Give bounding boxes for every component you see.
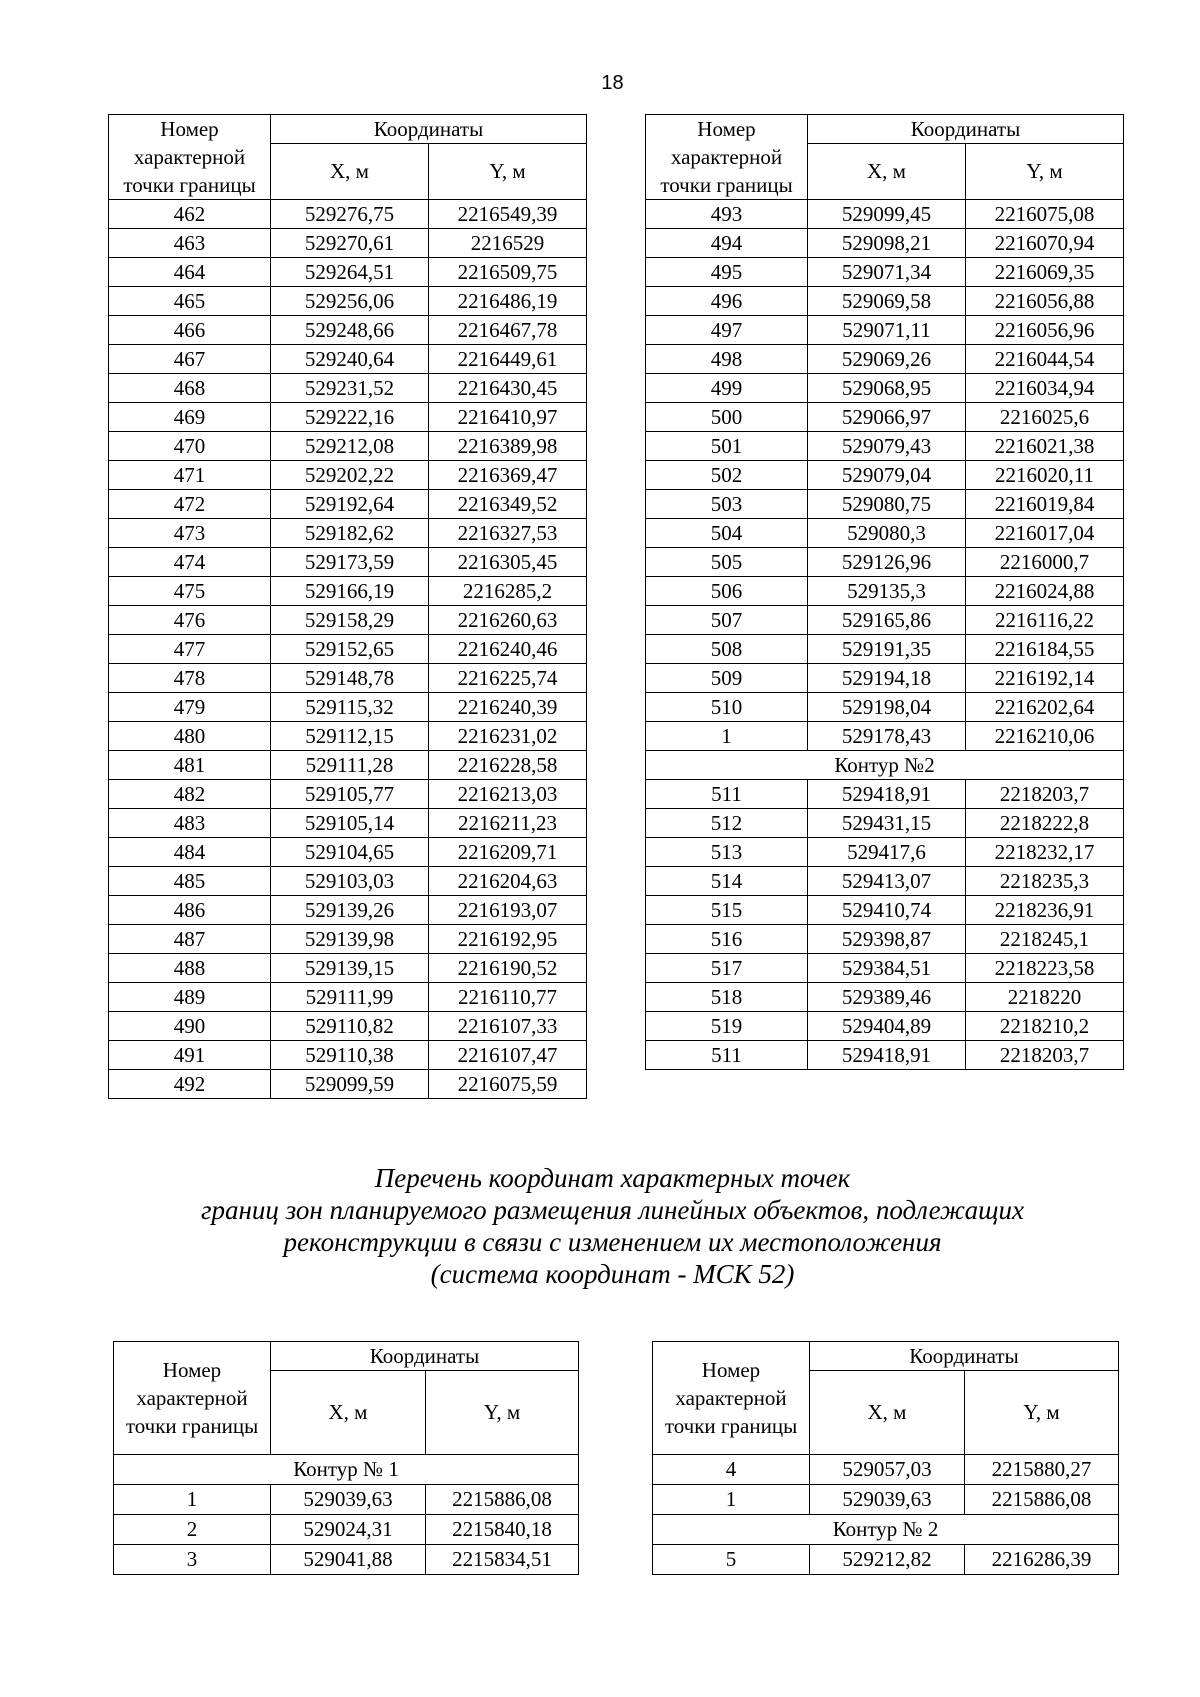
x-coordinate-cell: 529418,91 [808, 780, 966, 809]
x-coordinate-cell: 529105,77 [271, 780, 429, 809]
header-coordinates: Координаты [271, 115, 587, 144]
x-coordinate-cell: 529069,58 [808, 287, 966, 316]
point-number-cell: 484 [109, 838, 271, 867]
y-coordinate-cell: 2218235,3 [966, 867, 1124, 896]
table-row [653, 1455, 1119, 1485]
point-number-cell: 474 [109, 548, 271, 577]
y-coordinate-cell: 2216389,98 [429, 432, 587, 461]
x-coordinate-cell: 529111,99 [271, 983, 429, 1012]
x-coordinate-cell: 529270,61 [271, 229, 429, 258]
x-coordinate-cell: 529248,66 [271, 316, 429, 345]
x-coordinate-cell: 529103,03 [271, 867, 429, 896]
x-coordinate-cell: 529198,04 [808, 693, 966, 722]
x-coordinate-cell: 529139,98 [271, 925, 429, 954]
y-coordinate-cell: 2216056,96 [966, 316, 1124, 345]
y-coordinate-cell: 2216192,14 [966, 664, 1124, 693]
table-row [653, 1545, 1119, 1575]
y-coordinate-cell: 2216190,52 [429, 954, 587, 983]
point-number-cell: 506 [646, 577, 808, 606]
table-row [109, 838, 587, 867]
y-coordinate-cell: 2216192,95 [429, 925, 587, 954]
table-row [109, 200, 587, 229]
x-coordinate-cell: 529039,63 [271, 1485, 426, 1515]
y-coordinate-cell: 2216202,64 [966, 693, 1124, 722]
y-coordinate-cell: 2216000,7 [966, 548, 1124, 577]
coordinates-table-bottom-left [113, 1341, 579, 1575]
y-coordinate-cell: 2216107,33 [429, 1012, 587, 1041]
table-row [109, 606, 587, 635]
table-row [114, 1545, 579, 1575]
point-number-cell: 494 [646, 229, 808, 258]
x-coordinate-cell: 529099,45 [808, 200, 966, 229]
y-coordinate-cell: 2216286,39 [965, 1545, 1119, 1575]
table-row [646, 896, 1124, 925]
x-coordinate-cell: 529178,43 [808, 722, 966, 751]
point-number-cell: 4 [653, 1455, 810, 1485]
y-coordinate-cell: 2216204,63 [429, 867, 587, 896]
x-coordinate-cell: 529139,15 [271, 954, 429, 983]
table-row [109, 664, 587, 693]
x-coordinate-cell: 529398,87 [808, 925, 966, 954]
table-row [109, 461, 587, 490]
point-number-cell: 503 [646, 490, 808, 519]
point-number-cell: 495 [646, 258, 808, 287]
y-coordinate-cell: 2216430,45 [429, 374, 587, 403]
point-number-cell: 464 [109, 258, 271, 287]
contour-label: Контур № 1 [114, 1455, 579, 1485]
x-coordinate-cell: 529431,15 [808, 809, 966, 838]
header-coordinates: Координаты [271, 1342, 579, 1371]
header-x: X, м [271, 144, 429, 200]
y-coordinate-cell: 2216213,03 [429, 780, 587, 809]
point-number-cell: 471 [109, 461, 271, 490]
table-row [109, 548, 587, 577]
header-x: X, м [271, 1371, 426, 1455]
section-title-line: реконструкции в связи с изменением их местоположения [283, 1227, 942, 1257]
point-number-cell: 492 [109, 1070, 271, 1099]
point-number-cell: 463 [109, 229, 271, 258]
point-number-cell: 501 [646, 432, 808, 461]
point-number-cell: 473 [109, 519, 271, 548]
point-number-cell: 472 [109, 490, 271, 519]
x-coordinate-cell: 529039,63 [810, 1485, 965, 1515]
x-coordinate-cell: 529112,15 [271, 722, 429, 751]
point-number-cell: 469 [109, 403, 271, 432]
y-coordinate-cell: 2218220 [966, 983, 1124, 1012]
y-coordinate-cell: 2215880,27 [965, 1455, 1119, 1485]
y-coordinate-cell: 2218245,1 [966, 925, 1124, 954]
table-row [646, 1012, 1124, 1041]
x-coordinate-cell: 529404,89 [808, 1012, 966, 1041]
table-row [646, 258, 1124, 287]
table-row [646, 606, 1124, 635]
contour-label: Контур № 2 [653, 1515, 1119, 1545]
x-coordinate-cell: 529417,6 [808, 838, 966, 867]
y-coordinate-cell: 2216231,02 [429, 722, 587, 751]
x-coordinate-cell: 529202,22 [271, 461, 429, 490]
y-coordinate-cell: 2216110,77 [429, 983, 587, 1012]
y-coordinate-cell: 2216025,6 [966, 403, 1124, 432]
point-number-cell: 491 [109, 1041, 271, 1070]
x-coordinate-cell: 529104,65 [271, 838, 429, 867]
y-coordinate-cell: 2216075,59 [429, 1070, 587, 1099]
y-coordinate-cell: 2216225,74 [429, 664, 587, 693]
x-coordinate-cell: 529098,21 [808, 229, 966, 258]
y-coordinate-cell: 2216486,19 [429, 287, 587, 316]
table-row [646, 635, 1124, 664]
x-coordinate-cell: 529079,43 [808, 432, 966, 461]
x-coordinate-cell: 529135,3 [808, 577, 966, 606]
y-coordinate-cell: 2216017,04 [966, 519, 1124, 548]
x-coordinate-cell: 529264,51 [271, 258, 429, 287]
point-number-cell: 505 [646, 548, 808, 577]
y-coordinate-cell: 2216044,54 [966, 345, 1124, 374]
x-coordinate-cell: 529192,64 [271, 490, 429, 519]
point-number-cell: 477 [109, 635, 271, 664]
y-coordinate-cell: 2216069,35 [966, 258, 1124, 287]
table-row [646, 1041, 1124, 1070]
y-coordinate-cell: 2215886,08 [965, 1485, 1119, 1515]
point-number-cell: 480 [109, 722, 271, 751]
x-coordinate-cell: 529066,97 [808, 403, 966, 432]
y-coordinate-cell: 2216260,63 [429, 606, 587, 635]
y-coordinate-cell: 2216549,39 [429, 200, 587, 229]
header-coordinates: Координаты [808, 115, 1124, 144]
point-number-cell: 486 [109, 896, 271, 925]
y-coordinate-cell: 2218232,17 [966, 838, 1124, 867]
table-row [109, 867, 587, 896]
x-coordinate-cell: 529384,51 [808, 954, 966, 983]
point-number-cell: 490 [109, 1012, 271, 1041]
table-row [109, 635, 587, 664]
point-number-cell: 5 [653, 1545, 810, 1575]
x-coordinate-cell: 529041,88 [271, 1545, 426, 1575]
x-coordinate-cell: 529068,95 [808, 374, 966, 403]
x-coordinate-cell: 529165,86 [808, 606, 966, 635]
contour-row [646, 751, 1124, 780]
table-row [646, 200, 1124, 229]
y-coordinate-cell: 2216529 [429, 229, 587, 258]
table-row [109, 403, 587, 432]
y-coordinate-cell: 2216410,97 [429, 403, 587, 432]
y-coordinate-cell: 2216285,2 [429, 577, 587, 606]
x-coordinate-cell: 529276,75 [271, 200, 429, 229]
y-coordinate-cell: 2216349,52 [429, 490, 587, 519]
y-coordinate-cell: 2216327,53 [429, 519, 587, 548]
point-number-cell: 470 [109, 432, 271, 461]
header-point-number: Номер характерной точки границы [114, 1342, 271, 1455]
table-row [646, 403, 1124, 432]
x-coordinate-cell: 529126,96 [808, 548, 966, 577]
y-coordinate-cell: 2216070,94 [966, 229, 1124, 258]
y-coordinate-cell: 2216240,46 [429, 635, 587, 664]
x-coordinate-cell: 529389,46 [808, 983, 966, 1012]
contour-label: Контур №2 [646, 751, 1124, 780]
point-number-cell: 509 [646, 664, 808, 693]
y-coordinate-cell: 2216020,11 [966, 461, 1124, 490]
x-coordinate-cell: 529111,28 [271, 751, 429, 780]
table-row [646, 432, 1124, 461]
point-number-cell: 1 [653, 1485, 810, 1515]
table-row [646, 548, 1124, 577]
table-row [109, 490, 587, 519]
coordinates-table-bottom-right [652, 1341, 1119, 1575]
point-number-cell: 514 [646, 867, 808, 896]
y-coordinate-cell: 2218222,8 [966, 809, 1124, 838]
table-row [646, 867, 1124, 896]
y-coordinate-cell: 2216211,23 [429, 809, 587, 838]
header-point-number: Номер характерной точки границы [653, 1342, 810, 1455]
table-row [109, 287, 587, 316]
y-coordinate-cell: 2216240,39 [429, 693, 587, 722]
y-coordinate-cell: 2216075,08 [966, 200, 1124, 229]
contour-row [653, 1515, 1119, 1545]
x-coordinate-cell: 529071,11 [808, 316, 966, 345]
header-point-number: Номер характерной точки границы [646, 115, 808, 200]
point-number-cell: 468 [109, 374, 271, 403]
point-number-cell: 485 [109, 867, 271, 896]
y-coordinate-cell: 2218223,58 [966, 954, 1124, 983]
y-coordinate-cell: 2216021,38 [966, 432, 1124, 461]
y-coordinate-cell: 2216369,47 [429, 461, 587, 490]
x-coordinate-cell: 529222,16 [271, 403, 429, 432]
point-number-cell: 483 [109, 809, 271, 838]
table-row [109, 809, 587, 838]
table-row [646, 693, 1124, 722]
table-row [109, 1012, 587, 1041]
table-row [109, 1041, 587, 1070]
y-coordinate-cell: 2218236,91 [966, 896, 1124, 925]
y-coordinate-cell: 2218203,7 [966, 780, 1124, 809]
y-coordinate-cell: 2215834,51 [426, 1545, 579, 1575]
table-row [109, 432, 587, 461]
x-coordinate-cell: 529418,91 [808, 1041, 966, 1070]
table-row [109, 577, 587, 606]
point-number-cell: 497 [646, 316, 808, 345]
x-coordinate-cell: 529079,04 [808, 461, 966, 490]
x-coordinate-cell: 529191,35 [808, 635, 966, 664]
point-number-cell: 496 [646, 287, 808, 316]
table-row [109, 751, 587, 780]
x-coordinate-cell: 529080,3 [808, 519, 966, 548]
x-coordinate-cell: 529110,82 [271, 1012, 429, 1041]
point-number-cell: 487 [109, 925, 271, 954]
x-coordinate-cell: 529071,34 [808, 258, 966, 287]
table-row [646, 577, 1124, 606]
x-coordinate-cell: 529024,31 [271, 1515, 426, 1545]
table-row [646, 229, 1124, 258]
y-coordinate-cell: 2216034,94 [966, 374, 1124, 403]
section-title-line: Перечень координат характерных точек [374, 1163, 851, 1193]
x-coordinate-cell: 529410,74 [808, 896, 966, 925]
point-number-cell: 493 [646, 200, 808, 229]
header-x: X, м [808, 144, 966, 200]
x-coordinate-cell: 529115,32 [271, 693, 429, 722]
x-coordinate-cell: 529173,59 [271, 548, 429, 577]
table-row [646, 925, 1124, 954]
table-row [646, 983, 1124, 1012]
point-number-cell: 3 [114, 1545, 271, 1575]
point-number-cell: 510 [646, 693, 808, 722]
point-number-cell: 511 [646, 780, 808, 809]
point-number-cell: 481 [109, 751, 271, 780]
table-row [109, 1070, 587, 1099]
table-row [646, 461, 1124, 490]
x-coordinate-cell: 529240,64 [271, 345, 429, 374]
table-row [109, 374, 587, 403]
x-coordinate-cell: 529158,29 [271, 606, 429, 635]
point-number-cell: 517 [646, 954, 808, 983]
point-number-cell: 512 [646, 809, 808, 838]
point-number-cell: 500 [646, 403, 808, 432]
point-number-cell: 488 [109, 954, 271, 983]
point-number-cell: 2 [114, 1515, 271, 1545]
x-coordinate-cell: 529194,18 [808, 664, 966, 693]
point-number-cell: 467 [109, 345, 271, 374]
point-number-cell: 516 [646, 925, 808, 954]
y-coordinate-cell: 2216509,75 [429, 258, 587, 287]
table-row [653, 1485, 1119, 1515]
table-row [109, 229, 587, 258]
y-coordinate-cell: 2216228,58 [429, 751, 587, 780]
section-title-line: границ зон планируемого размещения линейных объектов, подлежащих [200, 1195, 1025, 1225]
point-number-cell: 518 [646, 983, 808, 1012]
y-coordinate-cell: 2216107,47 [429, 1041, 587, 1070]
y-coordinate-cell: 2216193,07 [429, 896, 587, 925]
y-coordinate-cell: 2216209,71 [429, 838, 587, 867]
point-number-cell: 476 [109, 606, 271, 635]
point-number-cell: 478 [109, 664, 271, 693]
point-number-cell: 466 [109, 316, 271, 345]
table-row [114, 1515, 579, 1545]
page-number: 18 [601, 72, 624, 94]
x-coordinate-cell: 529057,03 [810, 1455, 965, 1485]
y-coordinate-cell: 2218203,7 [966, 1041, 1124, 1070]
point-number-cell: 482 [109, 780, 271, 809]
section-title-line: (система координат - МСК 52) [430, 1259, 795, 1289]
header-y: Y, м [966, 144, 1124, 200]
y-coordinate-cell: 2216305,45 [429, 548, 587, 577]
header-y: Y, м [429, 144, 587, 200]
x-coordinate-cell: 529231,52 [271, 374, 429, 403]
point-number-cell: 489 [109, 983, 271, 1012]
table-row [109, 345, 587, 374]
y-coordinate-cell: 2216467,78 [429, 316, 587, 345]
point-number-cell: 511 [646, 1041, 808, 1070]
contour-row [114, 1455, 579, 1485]
point-number-cell: 504 [646, 519, 808, 548]
table-row [646, 287, 1124, 316]
table-row [109, 983, 587, 1012]
point-number-cell: 1 [114, 1485, 271, 1515]
y-coordinate-cell: 2216024,88 [966, 577, 1124, 606]
point-number-cell: 508 [646, 635, 808, 664]
x-coordinate-cell: 529105,14 [271, 809, 429, 838]
y-coordinate-cell: 2215886,08 [426, 1485, 579, 1515]
point-number-cell: 507 [646, 606, 808, 635]
point-number-cell: 513 [646, 838, 808, 867]
point-number-cell: 519 [646, 1012, 808, 1041]
section-title [0, 1162, 1200, 1290]
table-row [109, 954, 587, 983]
table-row [646, 519, 1124, 548]
x-coordinate-cell: 529148,78 [271, 664, 429, 693]
header-y: Y, м [965, 1371, 1119, 1455]
header-point-number: Номер характерной точки границы [109, 115, 271, 200]
table-row [109, 519, 587, 548]
point-number-cell: 462 [109, 200, 271, 229]
point-number-cell: 475 [109, 577, 271, 606]
x-coordinate-cell: 529152,65 [271, 635, 429, 664]
header-y: Y, м [426, 1371, 579, 1455]
x-coordinate-cell: 529413,07 [808, 867, 966, 896]
table-row [646, 664, 1124, 693]
x-coordinate-cell: 529182,62 [271, 519, 429, 548]
table-row [646, 838, 1124, 867]
point-number-cell: 465 [109, 287, 271, 316]
y-coordinate-cell: 2216056,88 [966, 287, 1124, 316]
table-row [109, 258, 587, 287]
table-row [646, 954, 1124, 983]
x-coordinate-cell: 529080,75 [808, 490, 966, 519]
y-coordinate-cell: 2216210,06 [966, 722, 1124, 751]
y-coordinate-cell: 2215840,18 [426, 1515, 579, 1545]
table-row [109, 896, 587, 925]
header-x: X, м [810, 1371, 965, 1455]
table-row [109, 925, 587, 954]
table-row [109, 780, 587, 809]
x-coordinate-cell: 529166,19 [271, 577, 429, 606]
point-number-cell: 515 [646, 896, 808, 925]
table-row [109, 693, 587, 722]
y-coordinate-cell: 2216184,55 [966, 635, 1124, 664]
point-number-cell: 1 [646, 722, 808, 751]
table-row [646, 809, 1124, 838]
x-coordinate-cell: 529212,08 [271, 432, 429, 461]
table-row [646, 374, 1124, 403]
point-number-cell: 479 [109, 693, 271, 722]
x-coordinate-cell: 529256,06 [271, 287, 429, 316]
y-coordinate-cell: 2218210,2 [966, 1012, 1124, 1041]
y-coordinate-cell: 2216116,22 [966, 606, 1124, 635]
table-row [646, 345, 1124, 374]
table-row [646, 316, 1124, 345]
table-row [109, 722, 587, 751]
x-coordinate-cell: 529212,82 [810, 1545, 965, 1575]
point-number-cell: 498 [646, 345, 808, 374]
table-row [109, 316, 587, 345]
x-coordinate-cell: 529099,59 [271, 1070, 429, 1099]
point-number-cell: 499 [646, 374, 808, 403]
table-row [646, 722, 1124, 751]
point-number-cell: 502 [646, 461, 808, 490]
x-coordinate-cell: 529069,26 [808, 345, 966, 374]
table-row [114, 1485, 579, 1515]
table-row [646, 490, 1124, 519]
y-coordinate-cell: 2216449,61 [429, 345, 587, 374]
y-coordinate-cell: 2216019,84 [966, 490, 1124, 519]
x-coordinate-cell: 529110,38 [271, 1041, 429, 1070]
table-row [646, 780, 1124, 809]
header-coordinates: Координаты [810, 1342, 1119, 1371]
coordinates-table-top-right [645, 114, 1124, 1070]
x-coordinate-cell: 529139,26 [271, 896, 429, 925]
coordinates-table-top-left [108, 114, 587, 1099]
